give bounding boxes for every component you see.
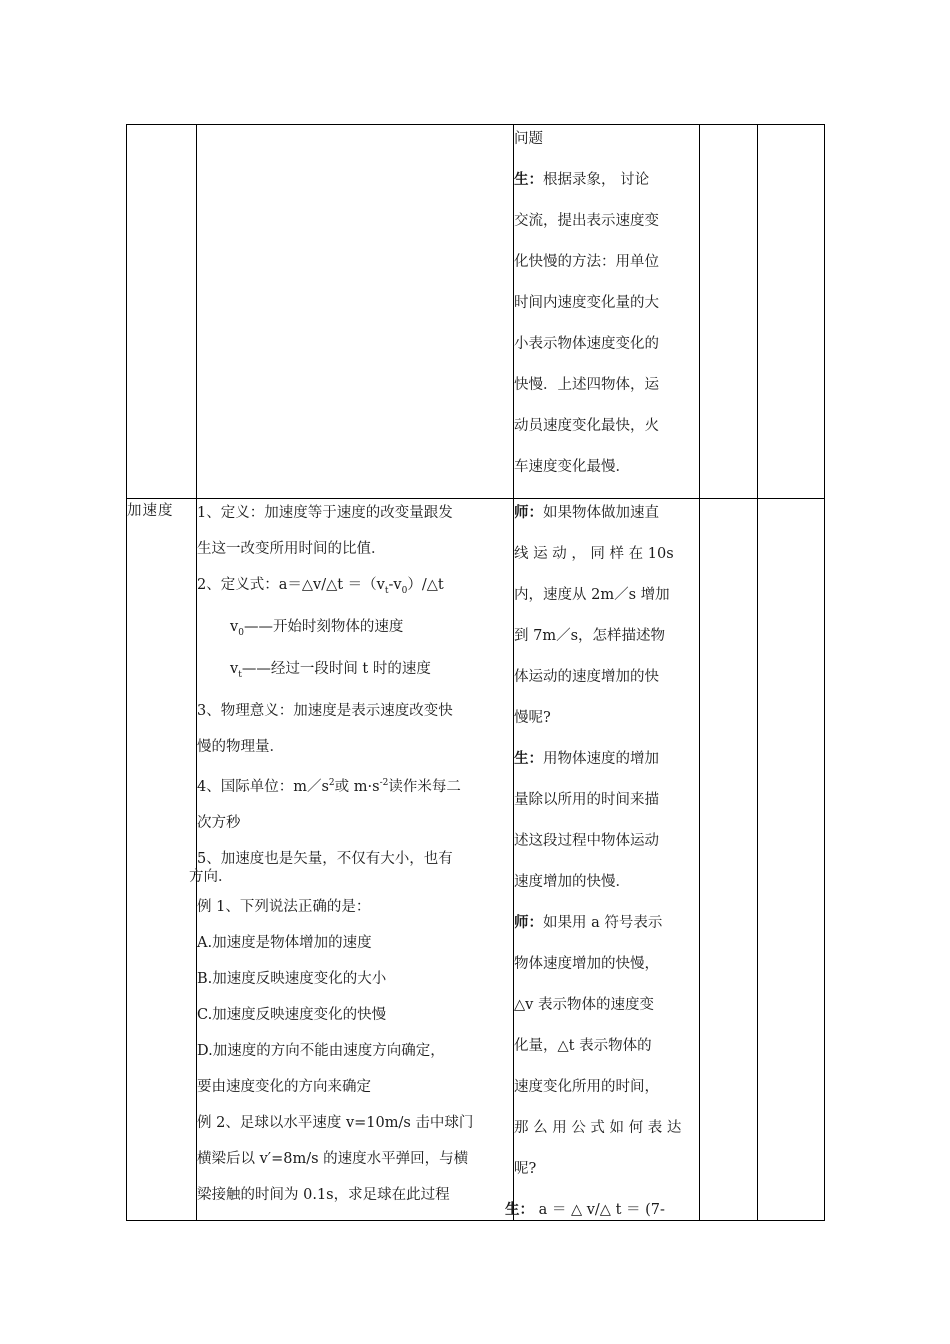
- activity-line: [514, 170, 699, 190]
- activity-line: 量除以所用的时间来描: [514, 792, 659, 808]
- option-d: D.加速度的方向不能由速度方向确定，: [197, 1042, 445, 1059]
- option-d-cont: 要由速度变化的方向来确定: [197, 1078, 371, 1095]
- table-row: [127, 499, 825, 1221]
- activity-line: 速度变化所用的时间，: [514, 1079, 659, 1095]
- content-line: $v_t——$经过一段时间 t 时的速度: [230, 660, 431, 680]
- activity-line: 化快慢的方法：用单位: [514, 254, 659, 270]
- activity-line: 那 么 用 公 式 如 何 表 达: [514, 1120, 682, 1136]
- blank-cell: [758, 499, 825, 1221]
- activity-line: 问题: [514, 131, 543, 147]
- activity-text: 根据录象， 讨论: [543, 172, 650, 188]
- option-a: A.加速度是物体增加的速度: [197, 934, 372, 951]
- activity-line: 到 7m／s，怎样描述物: [514, 628, 666, 644]
- activity-line: 师：如果用 a 符号表示: [514, 914, 663, 931]
- blank-cell: [758, 125, 825, 499]
- example-line: 例 2、足球以水平速度 v=10m/s 击中球门: [197, 1114, 474, 1131]
- activity-line: △v 表示物体的速度变: [514, 997, 654, 1013]
- content-line: 方向．: [189, 868, 233, 885]
- content-line: 慢的物理量．: [197, 738, 284, 755]
- table-row: [127, 125, 825, 499]
- content-line: 1、定义：加速度等于速度的改变量跟发: [197, 505, 453, 521]
- content-line: 次方秒: [197, 814, 241, 831]
- activity-line: 速度增加的快慢．: [514, 874, 630, 890]
- activity-line: 动员速度变化最快，火: [514, 418, 659, 434]
- content-line: 4、国际单位：$m/s^2$或 $m\cdot s^{-2}$读作米每二: [197, 777, 461, 795]
- activity-line: 线 运 动 ， 同 样 在 10s: [514, 546, 674, 562]
- blank-cell: [700, 125, 758, 499]
- formula-line: 2、定义式：a＝△v/△t $=(v_t-v_0)/\triangle t$: [197, 577, 444, 596]
- content-cell: [197, 125, 514, 499]
- activity-line: 慢呢?: [514, 710, 551, 726]
- lesson-plan-table: [126, 124, 825, 1221]
- activity-line: 车速度变化最慢．: [514, 459, 630, 475]
- activity-line: 快慢．上述四物体，运: [514, 377, 659, 393]
- example-line: 梁接触的时间为 0.1s，求足球在此过程: [197, 1186, 450, 1203]
- activity-line: 述这段过程中物体运动: [514, 833, 659, 849]
- content-cell: [189, 499, 514, 1221]
- speaker-tag: 生：: [514, 171, 543, 188]
- speaker-tag: 师：: [514, 504, 543, 521]
- activity-cell: [514, 125, 700, 499]
- speaker-tag: 师：: [514, 914, 543, 931]
- content-line: 生这一改变所用时间的比值．: [197, 541, 386, 557]
- activity-line: 内，速度从 2m／s 增加: [514, 587, 670, 603]
- activity-line: 物体速度增加的快慢，: [514, 956, 659, 972]
- activity-line: 小表示物体速度变化的: [514, 336, 659, 352]
- content-line: $v_0——$开始时刻物体的速度: [230, 618, 404, 638]
- content-line: 3、物理意义：加速度是表示速度改变快: [197, 702, 453, 719]
- activity-line: 时间内速度变化量的大: [514, 295, 659, 311]
- activity-line: 生：用物体速度的增加: [514, 750, 659, 767]
- example-line: 横梁后以 v′=8m/s 的速度水平弹回，与横: [197, 1150, 469, 1167]
- topic-label: 加速度: [127, 499, 197, 1221]
- option-b: B.加速度反映速度变化的大小: [197, 970, 387, 987]
- blank-cell: [700, 499, 758, 1221]
- activity-line: 呢?: [514, 1161, 537, 1177]
- option-c: C.加速度反映速度变化的快慢: [197, 1006, 387, 1023]
- activity-line: 师：如果物体做加速直: [514, 504, 659, 521]
- activity-line: 化量，△t 表示物体的: [514, 1038, 652, 1054]
- activity-line: 交流，提出表示速度变: [514, 213, 659, 229]
- activity-cell: [505, 499, 700, 1221]
- activity-line: 生： a ＝ △ v/△ t ＝ (7-: [505, 1201, 665, 1218]
- speaker-tag: 生：: [505, 1201, 534, 1218]
- activity-line: 体运动的速度增加的快: [514, 669, 659, 685]
- topic-cell: [127, 125, 197, 499]
- example-line: 例 1、下列说法正确的是：: [197, 898, 371, 915]
- speaker-tag: 生：: [514, 750, 543, 767]
- content-line: 5、加速度也是矢量，不仅有大小，也有: [197, 850, 453, 867]
